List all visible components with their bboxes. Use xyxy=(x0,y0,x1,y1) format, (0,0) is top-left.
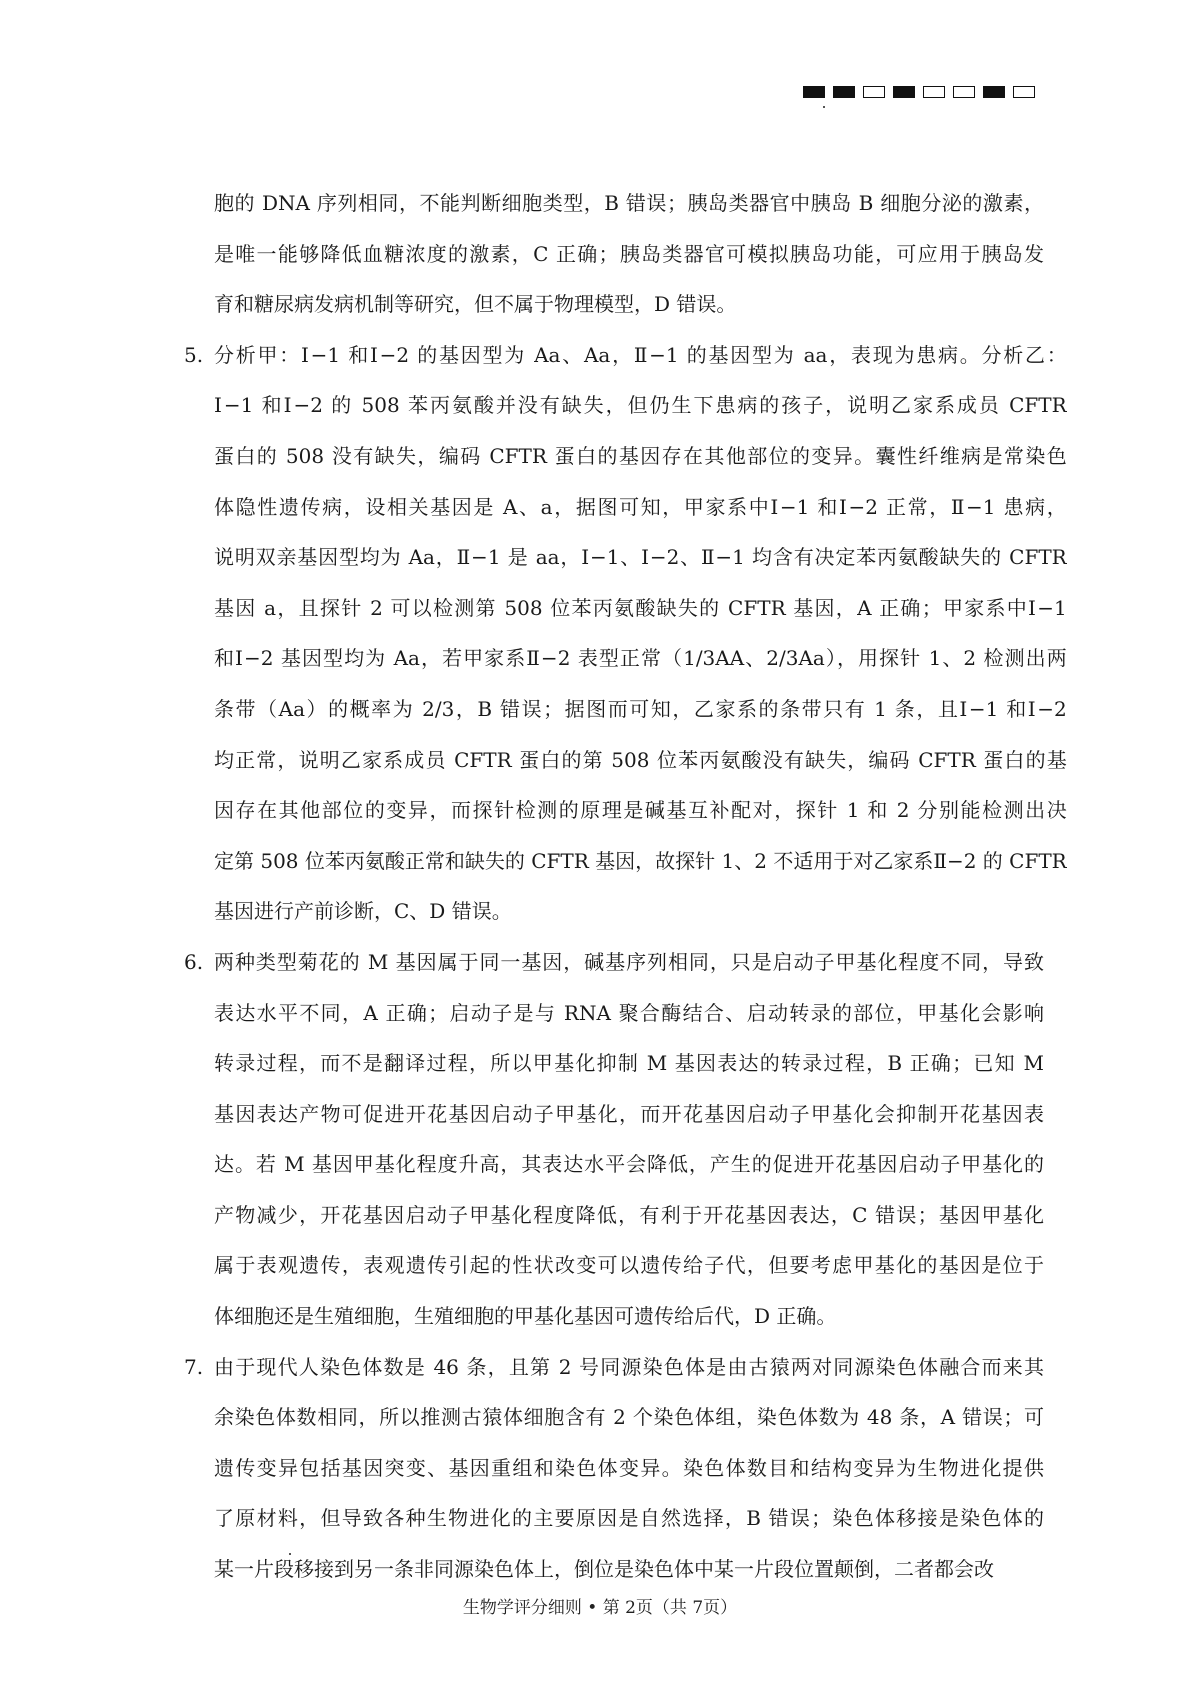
text-line: 基因进行产前诊断，C、D 错误。 xyxy=(214,899,512,924)
text-line: 产物减少，开花基因启动子甲基化程度降低，有利于开花基因表达，C 错误；基因甲基化 xyxy=(214,1202,1044,1227)
answer-item xyxy=(184,937,1044,1342)
item-text xyxy=(214,937,1044,1342)
text-line: 表达水平不同，A 正确；启动子是与 RNA 聚合酶结合、启动转录的部位，甲基化会影响 xyxy=(214,1000,1044,1025)
scan-dot xyxy=(823,106,825,108)
text-line: Ⅰ−1 和Ⅰ−2 的 508 苯丙氨酸并没有缺失，但仍生下患病的孩子，说明乙家系成员 CFTR xyxy=(214,393,1067,418)
text-line: 育和糖尿病发病机制等研究，但不属于物理模型，D 错误。 xyxy=(214,292,737,317)
header-marks xyxy=(803,86,1035,98)
text-line: 体细胞还是生殖细胞，生殖细胞的甲基化基因可遗传给后代，D 正确。 xyxy=(214,1304,837,1329)
item-number: 7. xyxy=(184,1354,204,1379)
header-mark-filled xyxy=(893,86,915,98)
text-line: 说明双亲基因型均为 Aa，Ⅱ−1 是 aa，Ⅰ−1、Ⅰ−2、Ⅱ−1 均含有决定苯丙氨酸缺失的 CFTR xyxy=(214,545,1067,570)
header-mark-empty xyxy=(953,86,975,98)
answer-continuation xyxy=(184,178,1044,330)
header-mark-empty xyxy=(1013,86,1035,98)
header-mark-empty xyxy=(923,86,945,98)
text-line: 由于现代人染色体数是 46 条，且第 2 号同源染色体是由古猿两对同源染色体融合而来其 xyxy=(214,1354,1044,1379)
text-line: 基因表达产物可促进开花基因启动子甲基化，而开花基因启动子甲基化会抑制开花基因表 xyxy=(214,1101,1044,1126)
text-line: 分析甲：Ⅰ−1 和Ⅰ−2 的基因型为 Aa、Aa，Ⅱ−1 的基因型为 aa，表现为患病。分析乙： xyxy=(214,342,1067,367)
text-line: 体隐性遗传病，设相关基因是 A、a，据图可知，甲家系中Ⅰ−1 和Ⅰ−2 正常，Ⅱ−1 患病， xyxy=(214,494,1067,519)
text-line: 达。若 M 基因甲基化程度升高，其表达水平会降低，产生的促进开花基因启动子甲基化的 xyxy=(214,1152,1044,1177)
text-line: 蛋白的 508 没有缺失，编码 CFTR 蛋白的基因存在其他部位的变异。囊性纤维病是常染色 xyxy=(214,443,1067,468)
header-mark-empty xyxy=(863,86,885,98)
text-line: 条带（Aa）的概率为 2/3，B 错误；据图而可知，乙家系的条带只有 1 条，且Ⅰ−1 和Ⅰ−2 xyxy=(214,696,1067,721)
text-line: 属于表观遗传，表观遗传引起的性状改变可以遗传给子代，但要考虑甲基化的基因是位于 xyxy=(214,1253,1044,1278)
page-footer: 生物学评分细则 • 第 2页（共 7页） xyxy=(462,1598,738,1618)
text-line: 两种类型菊花的 M 基因属于同一基因，碱基序列相同，只是启动子甲基化程度不同，导致 xyxy=(214,949,1044,974)
text-line: 均正常，说明乙家系成员 CFTR 蛋白的第 508 位苯丙氨酸没有缺失，编码 CFTR 蛋白的基 xyxy=(214,747,1067,772)
text-line: 是唯一能够降低血糖浓度的激素，C 正确；胰岛类器官可模拟胰岛功能，可应用于胰岛发 xyxy=(214,241,1044,266)
item-number: 6. xyxy=(184,949,204,974)
text-line: 某一片段移接到另一条非同源染色体上，倒位是染色体中某一片段位置颠倒，二者都会改 xyxy=(214,1557,994,1582)
header-mark-filled xyxy=(983,86,1005,98)
text-line: 了原材料，但导致各种生物进化的主要原因是自然选择，B 错误；染色体移接是染色体的 xyxy=(214,1506,1044,1531)
text-line: 定第 508 位苯丙氨酸正常和缺失的 CFTR 基因，故探针 1、2 不适用于对乙家系Ⅱ−2 的 CFTR xyxy=(214,848,1067,873)
text-line: 遗传变异包括基因突变、基因重组和染色体变异。染色体数目和结构变异为生物进化提供 xyxy=(214,1455,1044,1480)
header-mark-filled xyxy=(803,86,825,98)
text-line: 基因 a，且探针 2 可以检测第 508 位苯丙氨酸缺失的 CFTR 基因，A 正确；甲家系中Ⅰ−1 xyxy=(214,595,1067,620)
text-line: 转录过程，而不是翻译过程，所以甲基化抑制 M 基因表达的转录过程，B 正确；已知 M xyxy=(214,1051,1044,1076)
item-text xyxy=(214,330,1067,937)
header-mark-filled xyxy=(833,86,855,98)
item-number: 5. xyxy=(184,342,204,367)
item-text xyxy=(214,178,1044,330)
text-line: 和Ⅰ−2 基因型均为 Aa，若甲家系Ⅱ−2 表型正常（1/3AA、2/3Aa），用探针 1、2 检测出两 xyxy=(214,646,1067,671)
answer-item xyxy=(184,1342,1044,1595)
text-line: 因存在其他部位的变异，而探针检测的原理是碱基互补配对，探针 1 和 2 分别能检测出决 xyxy=(214,798,1067,823)
document-body xyxy=(184,178,1067,1595)
item-text xyxy=(214,1342,1044,1595)
text-line: 余染色体数相同，所以推测古猿体细胞含有 2 个染色体组，染色体数为 48 条，A 错误；可 xyxy=(214,1405,1044,1430)
answer-item xyxy=(184,330,1067,937)
text-line: 胞的 DNA 序列相同，不能判断细胞类型，B 错误；胰岛类器官中胰岛 B 细胞分泌的激素， xyxy=(214,191,1044,215)
